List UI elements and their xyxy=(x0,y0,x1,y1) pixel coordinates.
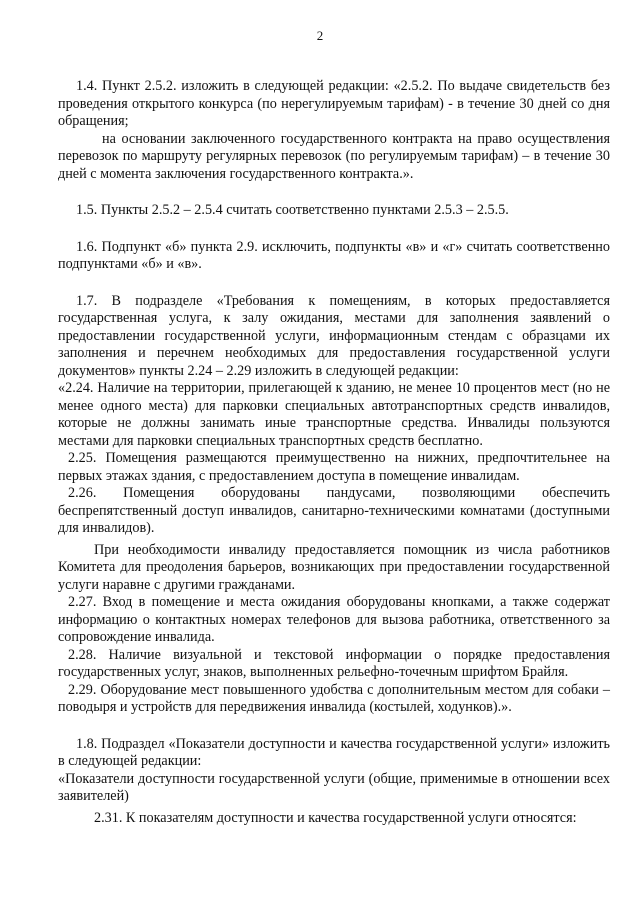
paragraph-2-26: 2.26. Помещения оборудованы пандусами, позволяющими обеспечить беспрепятственный доступ инвалидов, санитарно-техническими комнатами (доступными для инвалидов). xyxy=(58,485,610,536)
paragraph-2-29: 2.29. Оборудование мест повышенного удобства с дополнительным местом для собаки – поводыря и устройств для передвижения инвалида (костылей, ходунков).». xyxy=(58,681,610,715)
paragraph-1-8: 1.8. Подраздел «Показатели доступности и качества государственной услуги» изложить в следующей редакции: xyxy=(58,735,610,769)
paragraph-1-5: 1.5. Пункты 2.5.2 – 2.5.4 считать соответственно пунктами 2.5.3 – 2.5.5. xyxy=(76,202,509,218)
paragraph-2-28: 2.28. Наличие визуальной и текстовой информации о порядке предоставления государственных услуг, знаков, выполненных рельефно-точечным шрифтом Брайля. xyxy=(58,646,610,680)
document-body xyxy=(58,78,610,827)
paragraph-1-6: 1.6. Подпункт «б» пункта 2.9. исключить, подпункты «в» и «г» считать соответственно подпунктами «б» и «в». xyxy=(58,238,610,272)
paragraph-1-4: 1.4. Пункт 2.5.2. изложить в следующей редакции: «2.5.2. По выдаче свидетельств без проведения открытого конкурса (по нерегулируемым тарифам) - в течение 30 дней со дня обращения; xyxy=(58,78,610,129)
paragraph-2-27: 2.27. Вход в помещение и места ожидания оборудованы кнопками, а также содержат информацию о контактных номерах телефонов для вызова работника, ответственного за сопровождение инвалида. xyxy=(58,594,610,645)
paragraph-assistant: При необходимости инвалиду предоставляется помощник из числа работников Комитета для преодоления барьеров, возникающих при предоставлении государственной услуги наравне с другими гражданами. xyxy=(58,541,610,593)
paragraph-1-7: 1.7. В подразделе «Требования к помещениям, в которых предоставляется государственная услуга, к залу ожидания, местами для заполнения заявлений о предоставлении государственной услуги, информационным стендам с образцами их заполнения и перечнем необходимых для предоставления государственной услуги документов» пункты 2.24 – 2.29 изложить в следующей редакции: xyxy=(58,292,610,379)
paragraph-indicators-heading: «Показатели доступности государственной услуги (общие, применимые в отношении всех заявителей) xyxy=(58,770,610,804)
paragraph-contract-term: на основании заключенного государственного контракта на право осуществления перевозок по маршруту регулярных перевозок (по регулируемым тарифам) – в течение 30 дней с момента заключения государственного контракта.». xyxy=(58,130,610,182)
paragraph-2-24: «2.24. Наличие на территории, прилегающей к зданию, не менее 10 процентов мест (но не менее одного места) для парковки специальных автотранспортных средств инвалидов, которые не должны занимать иные транспортные средства. Инвалиды пользуются местами для парковки специальных транспортных средств бесплатно. xyxy=(58,380,610,449)
paragraph-2-25: 2.25. Помещения размещаются преимущественно на нижних, предпочтительнее на первых этажах здания, с предоставлением доступа в помещение инвалидам. xyxy=(58,450,610,484)
page-number: 2 xyxy=(316,28,324,43)
paragraph-2-31: 2.31. К показателям доступности и качества государственной услуги относятся: xyxy=(94,809,577,826)
